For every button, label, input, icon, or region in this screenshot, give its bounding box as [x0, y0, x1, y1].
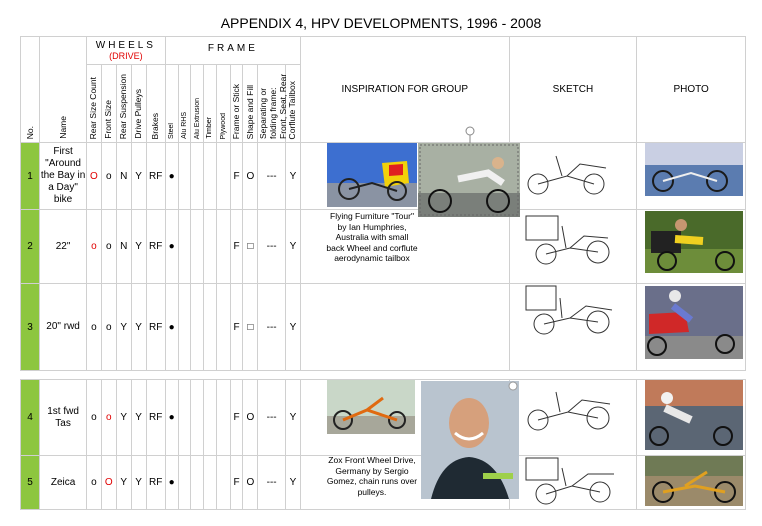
cell-front: o [101, 380, 116, 456]
page-title: APPENDIX 4, HPV DEVELOPMENTS, 1996 - 2008 [220, 15, 542, 31]
header-col: Alu Extrusion [193, 97, 201, 139]
cell-steel: ● [165, 143, 178, 210]
cell-steel: ● [165, 456, 178, 510]
header-sketch: SKETCH [509, 37, 637, 143]
cell-steel: ● [165, 284, 178, 371]
row-number: 5 [21, 456, 40, 510]
cell-rear: O [86, 143, 101, 210]
header-drive: (DRIVE) [109, 51, 143, 61]
header-photo: PHOTO [637, 37, 746, 143]
header-wheels: WHEELS [95, 40, 156, 51]
header-col: Brakes [150, 112, 161, 139]
cell-front: o [101, 143, 116, 210]
cell-pulleys: Y [131, 456, 146, 510]
cell-frame: F [230, 284, 243, 371]
photo-bike-5 [645, 456, 743, 506]
cell-front: O [101, 456, 116, 510]
photo-bike-4 [645, 380, 743, 450]
cell-sep: --- [258, 143, 286, 210]
photo-bike-1 [645, 143, 743, 196]
header-col: Rear Size Count [88, 76, 99, 139]
cell-frame: F [230, 456, 243, 510]
cell-rear: o [86, 380, 101, 456]
cell-brakes: RF [146, 284, 165, 371]
cell-brakes: RF [146, 143, 165, 210]
sketch-bike-1 [522, 146, 622, 204]
inspiration-photo-orange-bike [327, 380, 415, 434]
cell-susp: Y [116, 284, 131, 371]
cell-front: o [101, 284, 116, 371]
row-name: 1st fwd Tas [40, 380, 87, 456]
inspiration-photo-yellow-bike [327, 143, 417, 207]
cell-rear: o [86, 210, 101, 284]
cell-susp: Y [116, 380, 131, 456]
header-col: Timber [206, 117, 214, 139]
cell-steel: ● [165, 210, 178, 284]
cell-brakes: RF [146, 210, 165, 284]
cell-rear: o [86, 456, 101, 510]
cell-sep: --- [258, 210, 286, 284]
cell-pulleys: Y [131, 210, 146, 284]
header-col: Frame or Stick [231, 83, 242, 139]
header-col: Shape and Fill [244, 84, 255, 139]
header-col: Steel [168, 123, 176, 139]
cell-frame: F [230, 380, 243, 456]
inspiration-flying-furniture: Flying Furniture "Tour" by Ian Humphries, Australia with small back Wheel and corflute aerodynamic tailbox [326, 211, 418, 263]
row-number: 3 [21, 284, 40, 371]
cell-shape: □ [243, 284, 258, 371]
header-name: Name [57, 116, 68, 139]
cell-brakes: RF [146, 380, 165, 456]
sketch-bike-5 [522, 456, 622, 506]
table-row [21, 284, 746, 371]
header-col: Drive Pulleys [133, 89, 144, 139]
cell-pulleys: Y [131, 143, 146, 210]
cell-shape: O [243, 380, 258, 456]
cell-shape: □ [243, 210, 258, 284]
cell-sep: --- [258, 380, 286, 456]
row-number: 4 [21, 380, 40, 456]
rotate-handle-icon[interactable] [464, 125, 476, 143]
header-col: Plywood [219, 112, 227, 139]
cell-front: o [101, 210, 116, 284]
cell-tail: Y [285, 456, 300, 510]
row-name: 22" [40, 210, 87, 284]
cell-susp: N [116, 210, 131, 284]
photo-bike-2 [645, 211, 743, 273]
photo-bike-3 [645, 286, 743, 359]
row-name: First "Around the Bay in a Day" bike [40, 143, 87, 210]
header-col: Rear Suspension [118, 73, 129, 139]
cell-sep: --- [258, 284, 286, 371]
header-col: Corflute Tailbox [287, 80, 298, 139]
cell-susp: Y [116, 456, 131, 510]
row-name: 20" rwd [40, 284, 87, 371]
cell-pulleys: Y [131, 284, 146, 371]
header-no: No. [24, 125, 35, 139]
header-col: Separating or folding frame: Front, Seat, Rear [258, 73, 289, 139]
cell-sep: --- [258, 456, 286, 510]
cell-rear: o [86, 284, 101, 371]
sketch-bike-4 [522, 384, 622, 438]
header-col: Front Size [103, 100, 114, 139]
cell-susp: N [116, 143, 131, 210]
sketch-bike-2 [522, 212, 622, 270]
header-col: Alu RHS [180, 112, 188, 139]
cell-shape: O [243, 456, 258, 510]
header-inspiration: INSPIRATION FOR GROUP [300, 37, 509, 143]
inspiration-photo-rider [418, 143, 520, 217]
cell-brakes: RF [146, 456, 165, 510]
cell-steel: ● [165, 380, 178, 456]
row-number: 1 [21, 143, 40, 210]
row-number: 2 [21, 210, 40, 284]
inspiration-photo-portrait [421, 381, 519, 499]
cell-tail: Y [285, 380, 300, 456]
header-frame: FRAME [207, 43, 258, 54]
cell-tail: Y [285, 210, 300, 284]
hpv-table [20, 36, 746, 510]
row-name: Zeica [40, 456, 87, 510]
sketch-bike-3 [522, 284, 622, 342]
cell-shape: O [243, 143, 258, 210]
cell-frame: F [230, 210, 243, 284]
cell-tail: Y [285, 284, 300, 371]
inspiration-zox: Zox Front Wheel Drive, Germany by Sergio Gomez, chain runs over pulleys. [326, 455, 418, 497]
cell-pulleys: Y [131, 380, 146, 456]
cell-tail: Y [285, 143, 300, 210]
cell-frame: F [230, 143, 243, 210]
